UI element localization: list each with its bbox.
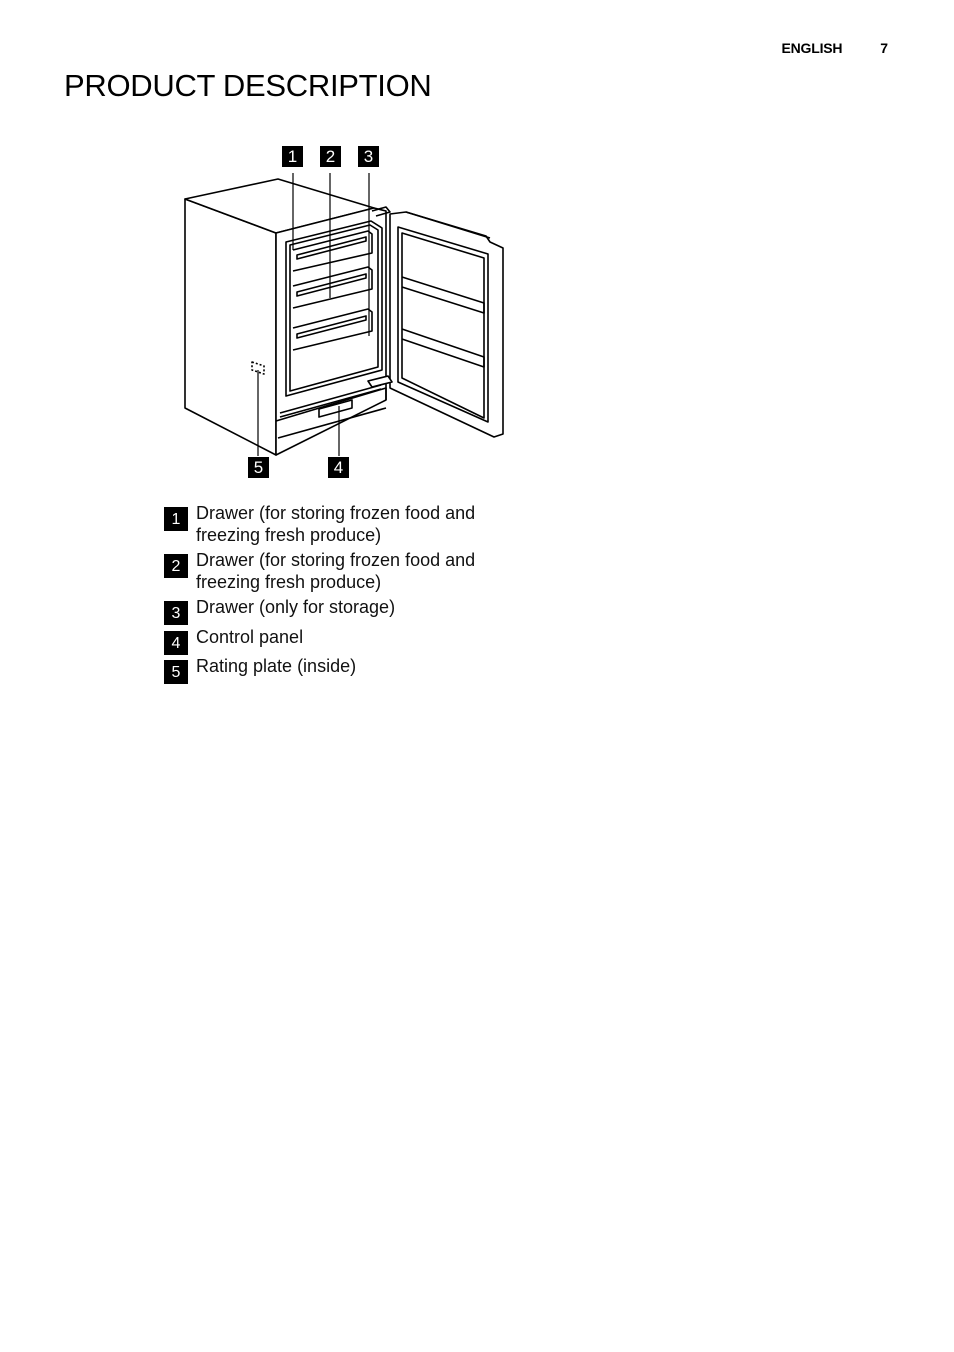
legend-item-2 bbox=[164, 549, 524, 596]
parts-legend bbox=[164, 502, 524, 684]
legend-item-4 bbox=[164, 626, 524, 655]
legend-number: 1 bbox=[164, 507, 188, 531]
legend-text-line: Drawer (for storing frozen food and bbox=[196, 503, 476, 523]
header-page-number: 7 bbox=[880, 40, 888, 56]
legend-text-line: freezing fresh produce) bbox=[196, 572, 382, 592]
legend-text: Drawer (only for storage) bbox=[196, 597, 396, 617]
legend-text bbox=[196, 502, 524, 546]
legend-text: Control panel bbox=[196, 627, 304, 647]
callout-2: 2 bbox=[320, 146, 341, 167]
legend-number: 4 bbox=[164, 631, 188, 655]
legend-number: 2 bbox=[164, 554, 188, 578]
callout-4: 4 bbox=[328, 457, 349, 478]
legend-number: 5 bbox=[164, 660, 188, 684]
appliance-illustration bbox=[176, 138, 516, 488]
header-language: ENGLISH bbox=[781, 40, 843, 56]
callout-3: 3 bbox=[358, 146, 379, 167]
legend-text: Rating plate (inside) bbox=[196, 656, 357, 676]
legend-item-3 bbox=[164, 596, 524, 626]
legend-text-line: Drawer (for storing frozen food and bbox=[196, 550, 476, 570]
page-header bbox=[781, 40, 888, 56]
callout-5: 5 bbox=[248, 457, 269, 478]
page-title: PRODUCT DESCRIPTION bbox=[64, 68, 432, 103]
legend-item-1 bbox=[164, 502, 524, 549]
legend-number: 3 bbox=[164, 601, 188, 625]
legend-text-line: freezing fresh produce) bbox=[196, 525, 382, 545]
freezer-drawing bbox=[176, 138, 516, 488]
legend-text bbox=[196, 549, 524, 593]
callout-1: 1 bbox=[282, 146, 303, 167]
legend-item-5 bbox=[164, 655, 524, 684]
